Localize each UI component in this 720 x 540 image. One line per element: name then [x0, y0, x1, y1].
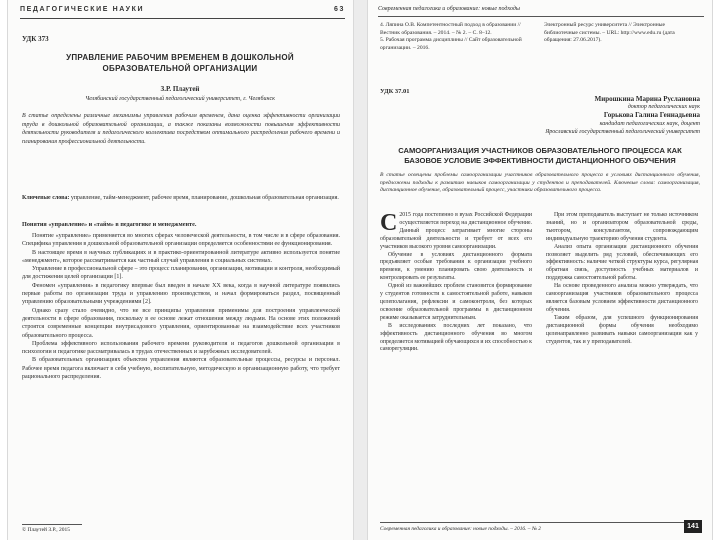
- journal-footer: Современная педагогика и образование: новые подходы. – 2016. – № 2: [380, 522, 684, 532]
- udk-code: УДК 37.01: [380, 88, 410, 95]
- body-paragraph: На основе проведенного анализа можно утверждать, что самоорганизация участников образовательного процесса является базовым условием эффективности дистанционного обучения.: [546, 283, 698, 313]
- book-gutter: [353, 0, 368, 540]
- footnote-rule: [22, 524, 82, 525]
- article-body: [22, 232, 340, 381]
- author-position: доктор педагогических наук: [627, 104, 700, 111]
- reference-item: 4. Ляпина О.В. Компетентностный подход в образовании // Вестник образования. – 2014. – № 2. – С. 8–12.: [380, 22, 521, 36]
- keywords-text: управление, тайм-менеджмент, рабочее время, планирование, дошкольная образовательная организация.: [70, 195, 339, 201]
- page-number: 141: [684, 520, 702, 533]
- body-paragraph: В образовательных организациях объектом управления являются образовательные процессы, ресурсы и персонал. Рабочее время педагога включает в себя учебную, воспитательную, методическую и организационную работу, что требует рационального распределения.: [22, 357, 340, 381]
- body-paragraph: Анализ опыта организации дистанционного обучения позволяет выделить ряд условий, обеспечивающих его эффективность: наличие четкой структуры курса, регулярная обратная связь, доступность учебных материалов и поддержка самостоятельной работы.: [546, 243, 698, 282]
- references-column: [544, 22, 699, 45]
- body-paragraph: Понятие «управление» применяется во многих сферах человеческой деятельности, в том числе и в сфере образования. Специфика управления в дошкольной образовательной организации определяется особенностями ее функционирования.: [22, 233, 340, 248]
- keywords: [22, 194, 340, 203]
- section-heading: Понятия «управление» и «тайм» в педагогике и менеджменте.: [22, 221, 197, 228]
- author-name: Горькова Галина Геннадьевна: [603, 111, 700, 120]
- reference-item: 5. Рабочая программа дисциплины // Сайт образовательной организации. – 2016.: [380, 37, 522, 51]
- drop-cap: С: [380, 210, 398, 236]
- udk-code: УДК 373: [22, 35, 49, 43]
- left-page: [8, 0, 353, 540]
- body-paragraph: Одной из важнейших проблем становится формирование у студентов готовности к самостоятельной работе, навыков целеполагания, рефлексии и самоконтроля, без которых освоение образовательной программы в дистанционном режиме оказывается затруднительным.: [380, 283, 532, 321]
- article-title: САМООРГАНИЗАЦИЯ УЧАСТНИКОВ ОБРАЗОВАТЕЛЬНОГО ПРОЦЕССА КАК БАЗОВОЕ УСЛОВИЕ ЭФФЕКТИВНОСТИ ДИСТАНЦИОННОГО ОБУЧЕНИЯ: [398, 146, 682, 165]
- body-paragraph: [380, 212, 532, 252]
- body-paragraph: Феномен «управления» в педагогику впервые был введен в начале XX века, когда в научной литературе появились первые работы по организации труда и управлению производством, и начал формироваться раздел, посвященный управлению образовательными учреждениями [2].: [22, 282, 340, 306]
- author-affiliation: Челябинский государственный педагогический университет, г. Челябинск: [85, 96, 275, 102]
- body-paragraph: Проблема эффективного использования рабочего времени руководителя и педагогов дошкольной организации в психологии и педагогике рассматривалась в трудах отечественных и зарубежных исследователей.: [22, 340, 340, 356]
- right-page: [368, 0, 712, 540]
- article-abstract: В статье определены различные механизмы управления рабочим временем, дана оценка эффективности организации труда в дошкольной образовательной организации, а также показаны возможности повышения эффективности деятельности руководителя и педагогического коллектива посредством оптимального распределения рабочего времени и планирования профессиональной деятельности.: [22, 113, 340, 145]
- running-header-title: ПЕДАГОГИЧЕСКИЕ НАУКИ: [20, 6, 145, 13]
- author-name: Мирошкина Марина Руслановна: [594, 95, 700, 103]
- author-block: [500, 95, 700, 136]
- running-header: [378, 4, 704, 17]
- running-header-title: Современная педагогика и образование: новые подходы: [378, 6, 520, 12]
- reference-item: Электронный ресурс университета // Электронные библиотечные системы. – URL: http://www.edu.ru (дата обращения: 27.06.2017).: [544, 22, 675, 44]
- body-paragraph: Обучение в условиях дистанционного формата предъявляет особые требования к организации учебного времени, к умению планировать свою деятельность и контролировать ее результаты.: [380, 251, 532, 282]
- body-paragraph: Однако сразу стало очевидно, что не все принципы управления применимы для построения управленческой деятельности в сфере образования, поскольку в ее основе лежат отношения между людьми. На основе этих положений строятся современные концепции внутрисадового управления, ориентированные на взаимодействие всех участников образовательного процесса.: [22, 307, 340, 339]
- body-paragraph: Управление в профессиональной сфере – это процесс планирования, организации, мотивации и контроля, необходимый для достижения целей организации [1].: [22, 266, 340, 281]
- author-affiliation: Ярославский государственный педагогический университет: [545, 128, 700, 135]
- references-column: [380, 22, 535, 52]
- body-paragraph: При этом преподаватель выступает не только источником знаний, но и организатором образовательной среды, тьютором, консультантом, сопровождающим индивидуальную траекторию обучения студента.: [546, 212, 698, 242]
- body-paragraph-text: 2015 года постепенно в вузах Российской Федерации осуществляется переход на дистанционное обучение. Данный процесс затрагивает многие стороны образовательной деятельности и требует от всех его участников высокого уровня самоорганизации.: [380, 212, 532, 250]
- keywords-label: Ключевые слова:: [22, 195, 70, 201]
- body-paragraph: В настоящее время в научных публикациях и в практико-ориентированной литературе активно используется понятие «менеджмент», которое рассматривается как частный случай управления в социальных системах.: [22, 249, 340, 264]
- footnote: © Плаутей З.Р., 2015: [22, 527, 70, 533]
- article-author: З.Р. Плаутей: [160, 85, 200, 93]
- text-column-left: [380, 212, 532, 354]
- article-title: УПРАВЛЕНИЕ РАБОЧИМ ВРЕМЕНЕМ В ДОШКОЛЬНОЙ ОБРАЗОВАТЕЛЬНОЙ ОРГАНИЗАЦИИ: [66, 53, 294, 73]
- article-abstract: В статье освещены проблемы самоорганизации участников образовательного процесса в условиях дистанционного обучения, предложены подходы к развитию навыков самоорганизации у студентов и преподавателей. Ключевые слова: самоорганизация, дистанционное обучение, образовательный процесс, участники образовательного процесса.: [380, 172, 700, 194]
- body-paragraph: В исследованиях последних лет показано, что эффективность дистанционного обучения во многом определяется мотивацией обучающихся и их способностью к саморегуляции.: [380, 322, 532, 353]
- text-column-right: [546, 212, 698, 346]
- running-header: [20, 4, 345, 19]
- body-paragraph: Таким образом, для успешного функционирования дистанционной формы обучения необходимо целенаправленно развивать навыки самоорганизации как у студентов, так и у преподавателей.: [546, 314, 698, 345]
- page-number: 63: [334, 6, 345, 13]
- author-position: кандидат педагогических наук, доцент: [599, 120, 700, 127]
